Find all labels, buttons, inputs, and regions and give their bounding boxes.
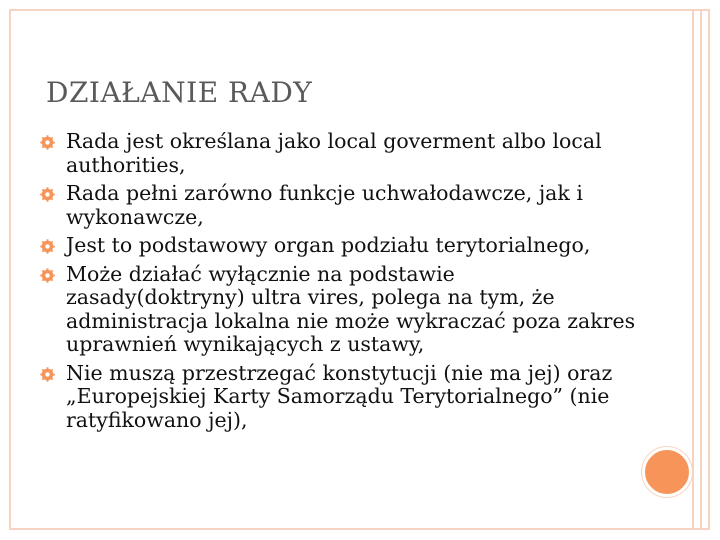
bullet-text: Jest to podstawowy organ podziału terytorialnego, (66, 233, 591, 257)
accent-bar-secondary (700, 9, 702, 530)
bullet-list (40, 130, 640, 437)
bullet-item (40, 362, 640, 433)
bullet-item (40, 263, 640, 357)
bullet-item (40, 130, 640, 177)
gear-bullet-icon (40, 367, 55, 382)
bullet-text: Może działać wyłącznie na podstawie zasady(doktryny) ultra vires, polega na tym, że administracja lokalna nie może wykraczać poza zakres uprawnień wynikających z ustawy, (66, 261, 636, 356)
bullet-text: Nie muszą przestrzegać konstytucji (nie ma jej) oraz „Europejskiej Karty Samorządu Terytorialnego” (nie ratyfikowano jej), (66, 360, 613, 432)
slide-title: DZIAŁANIE RADY (46, 76, 313, 109)
gear-bullet-icon (40, 135, 55, 150)
accent-bar (692, 9, 694, 530)
bullet-item (40, 182, 640, 229)
gear-bullet-icon (40, 268, 55, 283)
bullet-text: Rada pełni zarówno funkcje uchwałodawcze, jak i wykonawcze, (66, 181, 583, 229)
gear-bullet-icon (40, 239, 55, 254)
accent-circle (642, 447, 692, 497)
bullet-item (40, 234, 640, 258)
gear-bullet-icon (40, 187, 55, 202)
bullet-text: Rada jest określana jako local goverment albo local authorities, (66, 129, 602, 177)
